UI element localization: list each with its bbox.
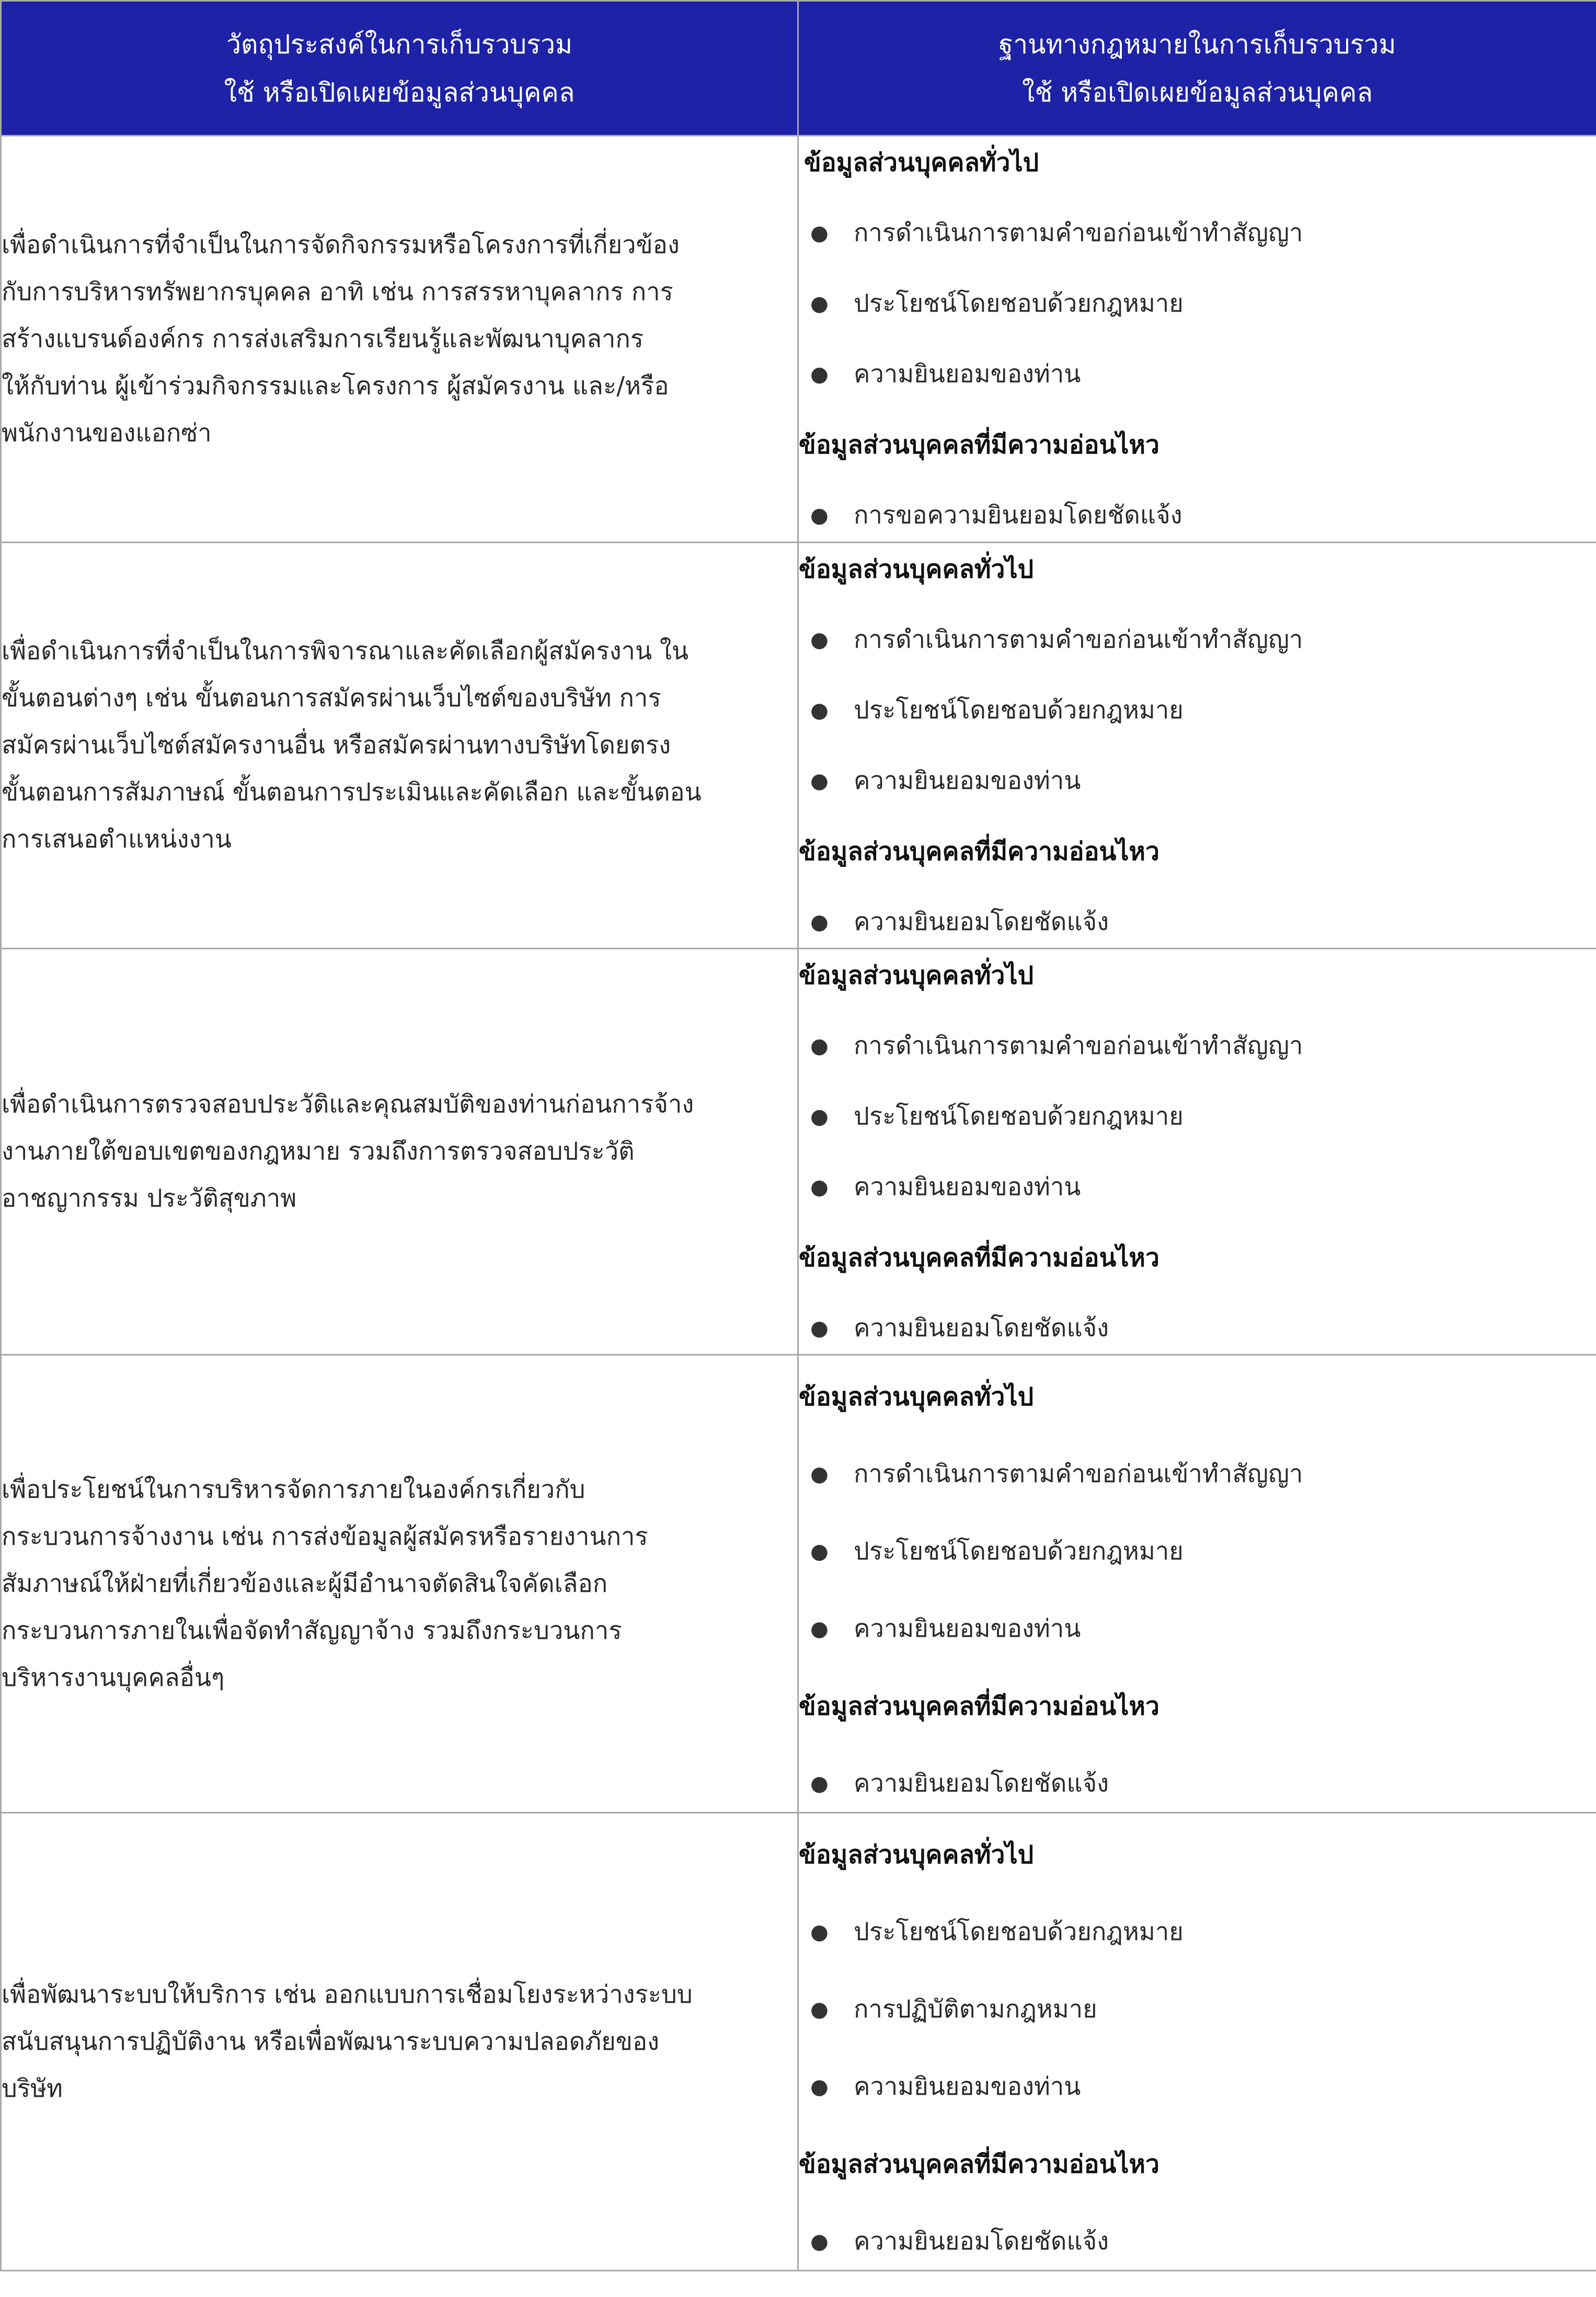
list-item bbox=[799, 901, 1596, 943]
list-item bbox=[799, 1166, 1596, 1208]
bullet-dot-icon: ● bbox=[810, 1616, 829, 1641]
list-item bbox=[799, 1531, 1596, 1572]
table-row bbox=[1, 1813, 1596, 2271]
purpose-line: พนักงานของแอกซ่า bbox=[2, 418, 212, 447]
list-item bbox=[799, 283, 1596, 325]
table-row bbox=[1, 1355, 1596, 1813]
table-row bbox=[1, 136, 1596, 543]
purpose-line: ขั้นตอนการสัมภาษณ์ ขั้นตอนการประเมินและคัดเลือก และขั้นตอน bbox=[2, 778, 702, 807]
bullet-dot-icon: ● bbox=[810, 910, 829, 934]
list-item bbox=[799, 619, 1596, 661]
general-basis-list bbox=[799, 1453, 1596, 1650]
bullet-dot-icon: ● bbox=[810, 1104, 829, 1129]
purpose-cell bbox=[1, 949, 798, 1355]
purpose-line: เพื่อดำเนินการตรวจสอบประวัติและคุณสมบัติของท่านก่อนการจ้าง bbox=[2, 1090, 694, 1119]
bullet-dot-icon: ● bbox=[810, 1033, 829, 1058]
purpose-line: อาชญากรรม ประวัติสุขภาพ bbox=[2, 1184, 297, 1213]
purpose-line: สนับสนุนการปฏิบัติงาน หรือเพื่อพัฒนาระบบความปลอดภัยของ bbox=[2, 2027, 660, 2056]
list-item bbox=[799, 2221, 1596, 2262]
sensitive-basis-list bbox=[799, 1307, 1596, 1349]
purpose-line: เพื่อดำเนินการที่จำเป็นในการจัดกิจกรรมหรือโครงการที่เกี่ยวข้อง bbox=[2, 230, 680, 259]
purpose-line: เพื่อประโยชน์ในการบริหารจัดการภายในองค์กรเกี่ยวกับ bbox=[2, 1475, 585, 1504]
bullet-dot-icon: ● bbox=[810, 292, 829, 316]
sensitive-basis-list bbox=[799, 495, 1596, 536]
general-basis-list bbox=[799, 619, 1596, 802]
sensitive-basis-list bbox=[799, 1763, 1596, 1805]
bullet-dot-icon: ● bbox=[810, 1771, 829, 1796]
header-legal-basis-line: ใช้ หรือเปิดเผยข้อมูลส่วนบุคคล bbox=[1022, 77, 1373, 108]
list-item bbox=[799, 1911, 1596, 1953]
list-item-text: ประโยชน์โดยชอบด้วยกฎหมาย bbox=[854, 1536, 1184, 1566]
list-item-text: การปฏิบัติตามกฎหมาย bbox=[854, 1994, 1097, 2024]
purpose-cell bbox=[1, 1355, 798, 1813]
sensitive-data-title: ข้อมูลส่วนบุคคลที่มีความอ่อนไหว bbox=[799, 1691, 1159, 1721]
header-legal-basis bbox=[798, 1, 1596, 136]
list-item-text: ความยินยอมของท่าน bbox=[854, 1614, 1081, 1643]
purpose-line: เพื่อดำเนินการที่จำเป็นในการพิจารณาและคัดเลือกผู้สมัครงาน ใน bbox=[2, 637, 689, 665]
purpose-line: งานภายใต้ขอบเขตของกฎหมาย รวมถึงการตรวจสอบประวัติ bbox=[2, 1137, 635, 1166]
list-item-text: ประโยชน์โดยชอบด้วยกฎหมาย bbox=[854, 289, 1184, 318]
legal-basis-cell bbox=[798, 1355, 1596, 1813]
general-basis-list bbox=[799, 212, 1596, 395]
list-item bbox=[799, 2066, 1596, 2108]
header-purpose bbox=[1, 1, 798, 136]
bullet-dot-icon: ● bbox=[810, 1920, 829, 1944]
bullet-dot-icon: ● bbox=[810, 503, 829, 527]
legal-basis-cell bbox=[798, 136, 1596, 543]
purpose-line: บริษัท bbox=[2, 2074, 63, 2103]
bullet-dot-icon: ● bbox=[810, 1539, 829, 1564]
purpose-line: สร้างแบรนด์องค์กร การส่งเสริมการเรียนรู้และพัฒนาบุคลากร bbox=[2, 324, 644, 353]
list-item-text: ความยินยอมของท่าน bbox=[854, 766, 1081, 795]
bullet-dot-icon: ● bbox=[810, 221, 829, 245]
bullet-dot-icon: ● bbox=[810, 1316, 829, 1340]
purpose-cell bbox=[1, 136, 798, 543]
list-item bbox=[799, 495, 1596, 536]
purpose-line: ขั้นตอนต่างๆ เช่น ขั้นตอนการสมัครผ่านเว็บไซต์ของบริษัท การ bbox=[2, 684, 661, 713]
list-item bbox=[799, 760, 1596, 802]
purpose-line: บริหารงานบุคคลอื่นๆ bbox=[2, 1663, 225, 1692]
list-item-text: ประโยชน์โดยชอบด้วยกฎหมาย bbox=[854, 695, 1184, 725]
purpose-line: การเสนอตำแหน่งงาน bbox=[2, 825, 232, 854]
purpose-line: กับการบริหารทรัพยากรบุคคล อาทิ เช่น การสรรหาบุคลากร การ bbox=[2, 277, 673, 306]
legal-basis-cell bbox=[798, 543, 1596, 949]
general-data-title: ข้อมูลส่วนบุคคลทั่วไป bbox=[799, 1840, 1034, 1869]
sensitive-basis-list bbox=[799, 2221, 1596, 2262]
bullet-dot-icon: ● bbox=[810, 698, 829, 722]
purpose-line: กระบวนการจ้างงาน เช่น การส่งข้อมูลผู้สมัครหรือรายงานการ bbox=[2, 1522, 648, 1551]
bullet-dot-icon: ● bbox=[810, 1997, 829, 2022]
list-item-text: ความยินยอมของท่าน bbox=[854, 360, 1081, 388]
list-item bbox=[799, 690, 1596, 731]
list-item-text: ความยินยอมโดยชัดแจ้ง bbox=[854, 1313, 1109, 1342]
bullet-dot-icon: ● bbox=[810, 2074, 829, 2099]
purpose-line: ให้กับท่าน ผู้เข้าร่วมกิจกรรมและโครงการ ผู้สมัครงาน และ/หรือ bbox=[2, 371, 669, 400]
sensitive-basis-list bbox=[799, 901, 1596, 943]
list-item-text: การขอความยินยอมโดยชัดแจ้ง bbox=[854, 501, 1182, 530]
list-item bbox=[799, 1763, 1596, 1805]
list-item-text: ประโยชน์โดยชอบด้วยกฎหมาย bbox=[854, 1917, 1184, 1946]
list-item-text: การดำเนินการตามคำขอก่อนเข้าทำสัญญา bbox=[854, 1459, 1303, 1488]
list-item bbox=[799, 353, 1596, 395]
list-item-text: การดำเนินการตามคำขอก่อนเข้าทำสัญญา bbox=[854, 625, 1303, 654]
list-item-text: ความยินยอมของท่าน bbox=[854, 2072, 1081, 2101]
sensitive-data-title: ข้อมูลส่วนบุคคลที่มีความอ่อนไหว bbox=[799, 1243, 1159, 1272]
legal-basis-cell bbox=[798, 949, 1596, 1355]
list-item-text: ความยินยอมโดยชัดแจ้ง bbox=[854, 907, 1109, 936]
list-item bbox=[799, 1307, 1596, 1349]
sensitive-data-title: ข้อมูลส่วนบุคคลที่มีความอ่อนไหว bbox=[799, 2149, 1159, 2179]
header-purpose-line: วัตถุประสงค์ในการเก็บรวบรวม bbox=[226, 29, 573, 60]
list-item bbox=[799, 1025, 1596, 1067]
table-row bbox=[1, 949, 1596, 1355]
purpose-line: สมัครผ่านเว็บไซต์สมัครงานอื่น หรือสมัครผ่านทางบริษัทโดยตรง bbox=[2, 731, 671, 760]
bullet-dot-icon: ● bbox=[810, 1175, 829, 1199]
sensitive-data-title: ข้อมูลส่วนบุคคลที่มีความอ่อนไหว bbox=[799, 836, 1159, 866]
purpose-cell bbox=[1, 1813, 798, 2271]
bullet-dot-icon: ● bbox=[810, 768, 829, 793]
list-item-text: การดำเนินการตามคำขอก่อนเข้าทำสัญญา bbox=[854, 1031, 1303, 1060]
general-data-title: ข้อมูลส่วนบุคคลทั่วไป bbox=[799, 1382, 1034, 1411]
list-item bbox=[799, 1453, 1596, 1495]
list-item bbox=[799, 212, 1596, 254]
table-header-row bbox=[1, 1, 1596, 136]
sensitive-data-title: ข้อมูลส่วนบุคคลที่มีความอ่อนไหว bbox=[799, 430, 1159, 460]
list-item-text: ความยินยอมโดยชัดแจ้ง bbox=[854, 2226, 1109, 2256]
general-data-title: ข้อมูลส่วนบุคคลทั่วไป bbox=[799, 960, 1034, 990]
general-data-title: ข้อมูลส่วนบุคคลทั่วไป bbox=[804, 148, 1039, 177]
table-row bbox=[1, 543, 1596, 949]
general-basis-list bbox=[799, 1911, 1596, 2108]
list-item bbox=[799, 1608, 1596, 1650]
purpose-line: กระบวนการภายในเพื่อจัดทำสัญญาจ้าง รวมถึงกระบวนการ bbox=[2, 1616, 622, 1645]
list-item-text: ความยินยอมโดยชัดแจ้ง bbox=[854, 1768, 1109, 1798]
bullet-dot-icon: ● bbox=[810, 1462, 829, 1486]
list-item-text: ประโยชน์โดยชอบด้วยกฎหมาย bbox=[854, 1101, 1184, 1131]
purpose-cell bbox=[1, 543, 798, 949]
bullet-dot-icon: ● bbox=[810, 627, 829, 652]
purpose-line: เพื่อพัฒนาระบบให้บริการ เช่น ออกแบบการเชื่อมโยงระหว่างระบบ bbox=[2, 1980, 693, 2009]
legal-basis-cell bbox=[798, 1813, 1596, 2271]
header-purpose-line: ใช้ หรือเปิดเผยข้อมูลส่วนบุคคล bbox=[224, 77, 575, 108]
header-legal-basis-line: ฐานทางกฎหมายในการเก็บรวบรวม bbox=[998, 29, 1396, 60]
list-item-text: ความยินยอมของท่าน bbox=[854, 1172, 1081, 1201]
bullet-dot-icon: ● bbox=[810, 2229, 829, 2254]
purpose-line: สัมภาษณ์ให้ฝ่ายที่เกี่ยวข้องและผู้มีอำนาจตัดสินใจคัดเลือก bbox=[2, 1569, 608, 1598]
list-item bbox=[799, 1989, 1596, 2030]
list-item-text: การดำเนินการตามคำขอก่อนเข้าทำสัญญา bbox=[854, 219, 1303, 247]
general-basis-list bbox=[799, 1025, 1596, 1208]
list-item bbox=[799, 1096, 1596, 1138]
general-data-title: ข้อมูลส่วนบุคคลทั่วไป bbox=[799, 554, 1034, 584]
bullet-dot-icon: ● bbox=[810, 362, 829, 386]
